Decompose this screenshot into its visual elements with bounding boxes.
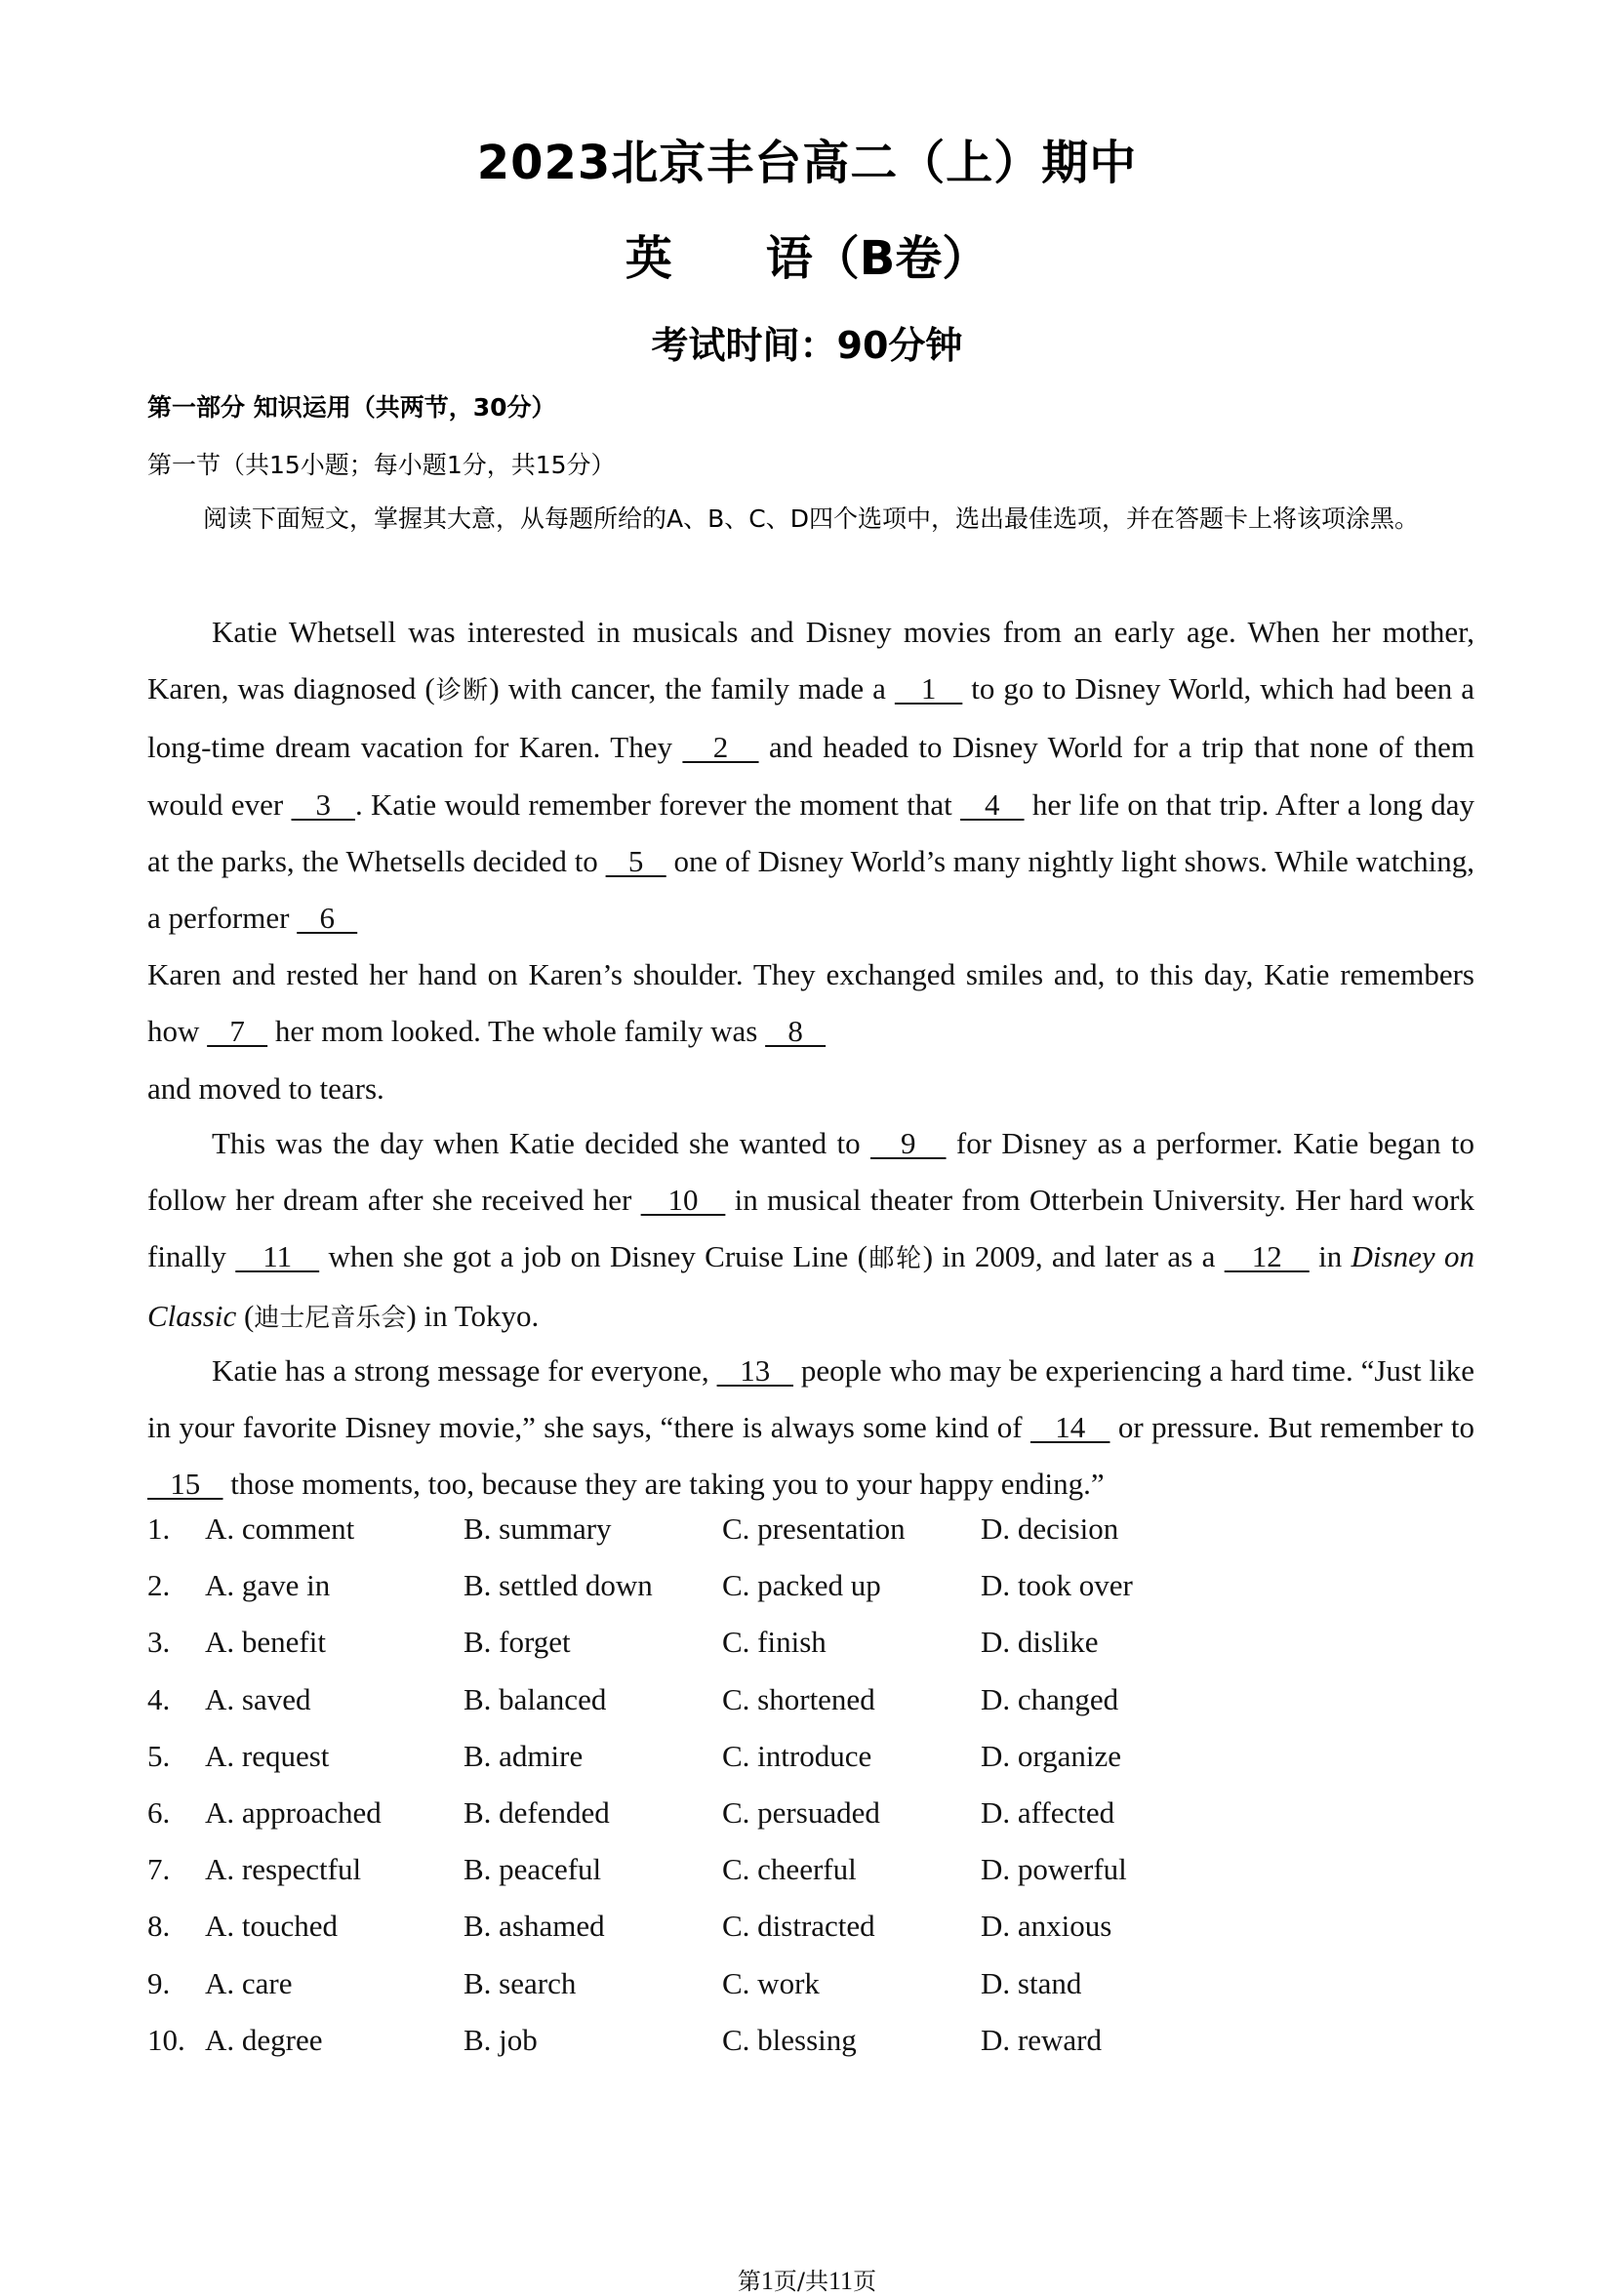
option-b: B. search: [464, 1965, 577, 2000]
subject-title-part-b: 语（B卷）: [765, 231, 989, 286]
question-row: [147, 1511, 1474, 1568]
passage-paragraph-3: [147, 1343, 1474, 1513]
question-row: [147, 1625, 1474, 1681]
option-a: A. approached: [205, 1794, 382, 1830]
blank-12: 12: [1224, 1239, 1310, 1274]
text: Karen and rested her hand on Karen’s shoulder. They exchanged smiles and, to this day, Katie remembers how: [147, 957, 1474, 1049]
option-d: D. reward: [981, 2022, 1102, 2057]
question-row: [147, 1739, 1474, 1795]
question-number: 2.: [147, 1568, 171, 1603]
option-a: A. touched: [205, 1909, 339, 1944]
question-number: 8.: [147, 1909, 171, 1944]
option-b: B. admire: [464, 1738, 584, 1773]
question-number: 6.: [147, 1794, 171, 1830]
text: or pressure. But remember to: [1110, 1410, 1474, 1445]
option-d: D. organize: [981, 1738, 1122, 1773]
subsection-heading: 第一节（共15小题；每小题1分，共15分）: [147, 451, 616, 479]
option-a: A. saved: [205, 1681, 311, 1716]
text: her mom looked. The whole family was: [267, 1014, 766, 1049]
text: (: [236, 1298, 255, 1333]
passage-paragraph-2: [147, 1115, 1474, 1347]
text: ) with cancer, the family made a: [489, 671, 895, 706]
footer-text: 页/共: [773, 2268, 829, 2295]
option-c: C. packed up: [722, 1568, 881, 1603]
question-number: 7.: [147, 1852, 171, 1887]
option-d: D. decision: [981, 1511, 1119, 1546]
question-number: 3.: [147, 1625, 171, 1660]
blank-9: 9: [869, 1126, 947, 1160]
option-b: B. ashamed: [464, 1909, 605, 1944]
option-b: B. defended: [464, 1794, 610, 1830]
option-b: B. summary: [464, 1511, 612, 1546]
answer-options: [147, 1511, 1474, 2079]
question-row: [147, 2023, 1474, 2079]
exam-title: 2023北京丰台高二（上）期中: [476, 136, 1138, 190]
gloss: 迪士尼音乐会: [254, 1303, 407, 1333]
subject-title: [0, 221, 1614, 288]
blank-14: 14: [1029, 1410, 1110, 1445]
text: to go to Disney World, which had been a long-time dream vacation for Karen. They: [147, 671, 1474, 765]
blank-7: 7: [207, 1014, 268, 1049]
option-c: C. introduce: [722, 1738, 872, 1773]
option-b: B. settled down: [464, 1568, 653, 1603]
text: those moments, too, because they are taking you to your happy ending.”: [222, 1467, 1105, 1502]
text: when she got a job on Disney Cruise Line (: [319, 1239, 868, 1274]
option-c: C. presentation: [722, 1511, 906, 1546]
option-d: D. stand: [981, 1965, 1082, 2000]
italic-title: Disney on Classic: [147, 1239, 1474, 1333]
option-d: D. took over: [981, 1568, 1133, 1603]
question-row: [147, 1795, 1474, 1852]
text: in: [1309, 1239, 1352, 1274]
option-d: D. changed: [981, 1681, 1119, 1716]
part-heading: 第一部分 知识运用（共两节，30分）: [147, 393, 556, 422]
question-number: 1.: [147, 1511, 171, 1546]
blank-4: 4: [960, 786, 1025, 822]
text: and moved to tears.: [147, 1070, 384, 1106]
option-b: B. peaceful: [464, 1852, 602, 1887]
passage-paragraph-1: [147, 604, 1474, 1117]
question-number: 5.: [147, 1738, 171, 1773]
question-number: 9.: [147, 1965, 171, 2000]
option-c: C. distracted: [722, 1909, 875, 1944]
instructions: 阅读下面短文，掌握其大意，从每题所给的A、B、C、D四个选项中，选出最佳选项，并在答题卡上将该项涂黑。: [203, 504, 1419, 533]
blank-11: 11: [235, 1239, 320, 1274]
option-a: A. gave in: [205, 1568, 331, 1603]
option-a: A. comment: [205, 1511, 355, 1546]
subject-title-part-a: 英: [625, 231, 672, 286]
page-number: 1: [760, 2267, 774, 2295]
option-c: C. shortened: [722, 1681, 875, 1716]
text: people who may be experiencing a hard time. “Just like in your favorite Disney movie,” she says, “there is always some kind of: [147, 1353, 1474, 1445]
blank-8: 8: [765, 1014, 827, 1049]
option-c: C. cheerful: [722, 1852, 857, 1887]
text: ) in Tokyo.: [406, 1298, 540, 1333]
option-c: C. work: [722, 1965, 820, 2000]
exam-duration: 考试时间：90分钟: [651, 324, 963, 367]
blank-1: 1: [894, 671, 963, 706]
option-d: D. anxious: [981, 1909, 1112, 1944]
text: Katie Whetsell was interested in musicals and Disney movies from an early age. When her mother, Karen, was diagnosed (: [147, 615, 1474, 706]
option-d: D. dislike: [981, 1625, 1099, 1660]
text: and headed to Disney World for a trip that none of them would ever: [147, 730, 1474, 822]
blank-3: 3: [291, 786, 355, 822]
option-a: A. degree: [205, 2022, 323, 2057]
question-row: [147, 1852, 1474, 1909]
text: her life on that trip. After a long day at the parks, the Whetsells decided to: [147, 786, 1474, 878]
question-row: [147, 1568, 1474, 1625]
blank-2: 2: [682, 730, 759, 765]
gloss: 邮轮: [867, 1244, 923, 1274]
question-number: 4.: [147, 1681, 171, 1716]
text: in musical theater from Otterbein University. Her hard work finally: [147, 1183, 1474, 1274]
option-c: C. persuaded: [722, 1794, 880, 1830]
question-number: 10.: [147, 2022, 185, 2057]
blank-13: 13: [716, 1353, 794, 1388]
blank-6: 6: [297, 901, 358, 936]
option-c: C. finish: [722, 1625, 827, 1660]
question-row: [147, 1682, 1474, 1739]
text: ) in 2009, and later as a: [922, 1239, 1225, 1274]
option-d: D. powerful: [981, 1852, 1127, 1887]
footer-text: 页: [853, 2268, 877, 2295]
option-b: B. job: [464, 2022, 538, 2057]
option-a: A. respectful: [205, 1852, 362, 1887]
question-row: [147, 1909, 1474, 1965]
option-a: A. request: [205, 1738, 330, 1773]
page-footer: [0, 2262, 1614, 2296]
blank-5: 5: [605, 843, 666, 878]
question-row: [147, 1966, 1474, 2023]
text: one of Disney World’s many nightly light shows. While watching, a performer: [147, 843, 1475, 936]
text: for Disney as a performer. Katie began to follow her dream after she received her: [147, 1126, 1475, 1218]
blank-10: 10: [640, 1183, 726, 1218]
footer-text: 第: [737, 2268, 761, 2295]
text: This was the day when Katie decided she wanted to: [212, 1126, 870, 1160]
option-b: B. forget: [464, 1625, 571, 1660]
gloss: 诊断: [434, 676, 490, 706]
option-c: C. blessing: [722, 2022, 857, 2057]
blank-15: 15: [147, 1467, 223, 1502]
option-b: B. balanced: [464, 1681, 607, 1716]
option-a: A. benefit: [205, 1625, 326, 1660]
option-a: A. care: [205, 1965, 293, 2000]
text: Katie has a strong message for everyone,: [212, 1353, 717, 1388]
option-d: D. affected: [981, 1794, 1115, 1830]
text: . Katie would remember forever the moment that: [354, 786, 961, 822]
page-total: 11: [828, 2267, 854, 2295]
